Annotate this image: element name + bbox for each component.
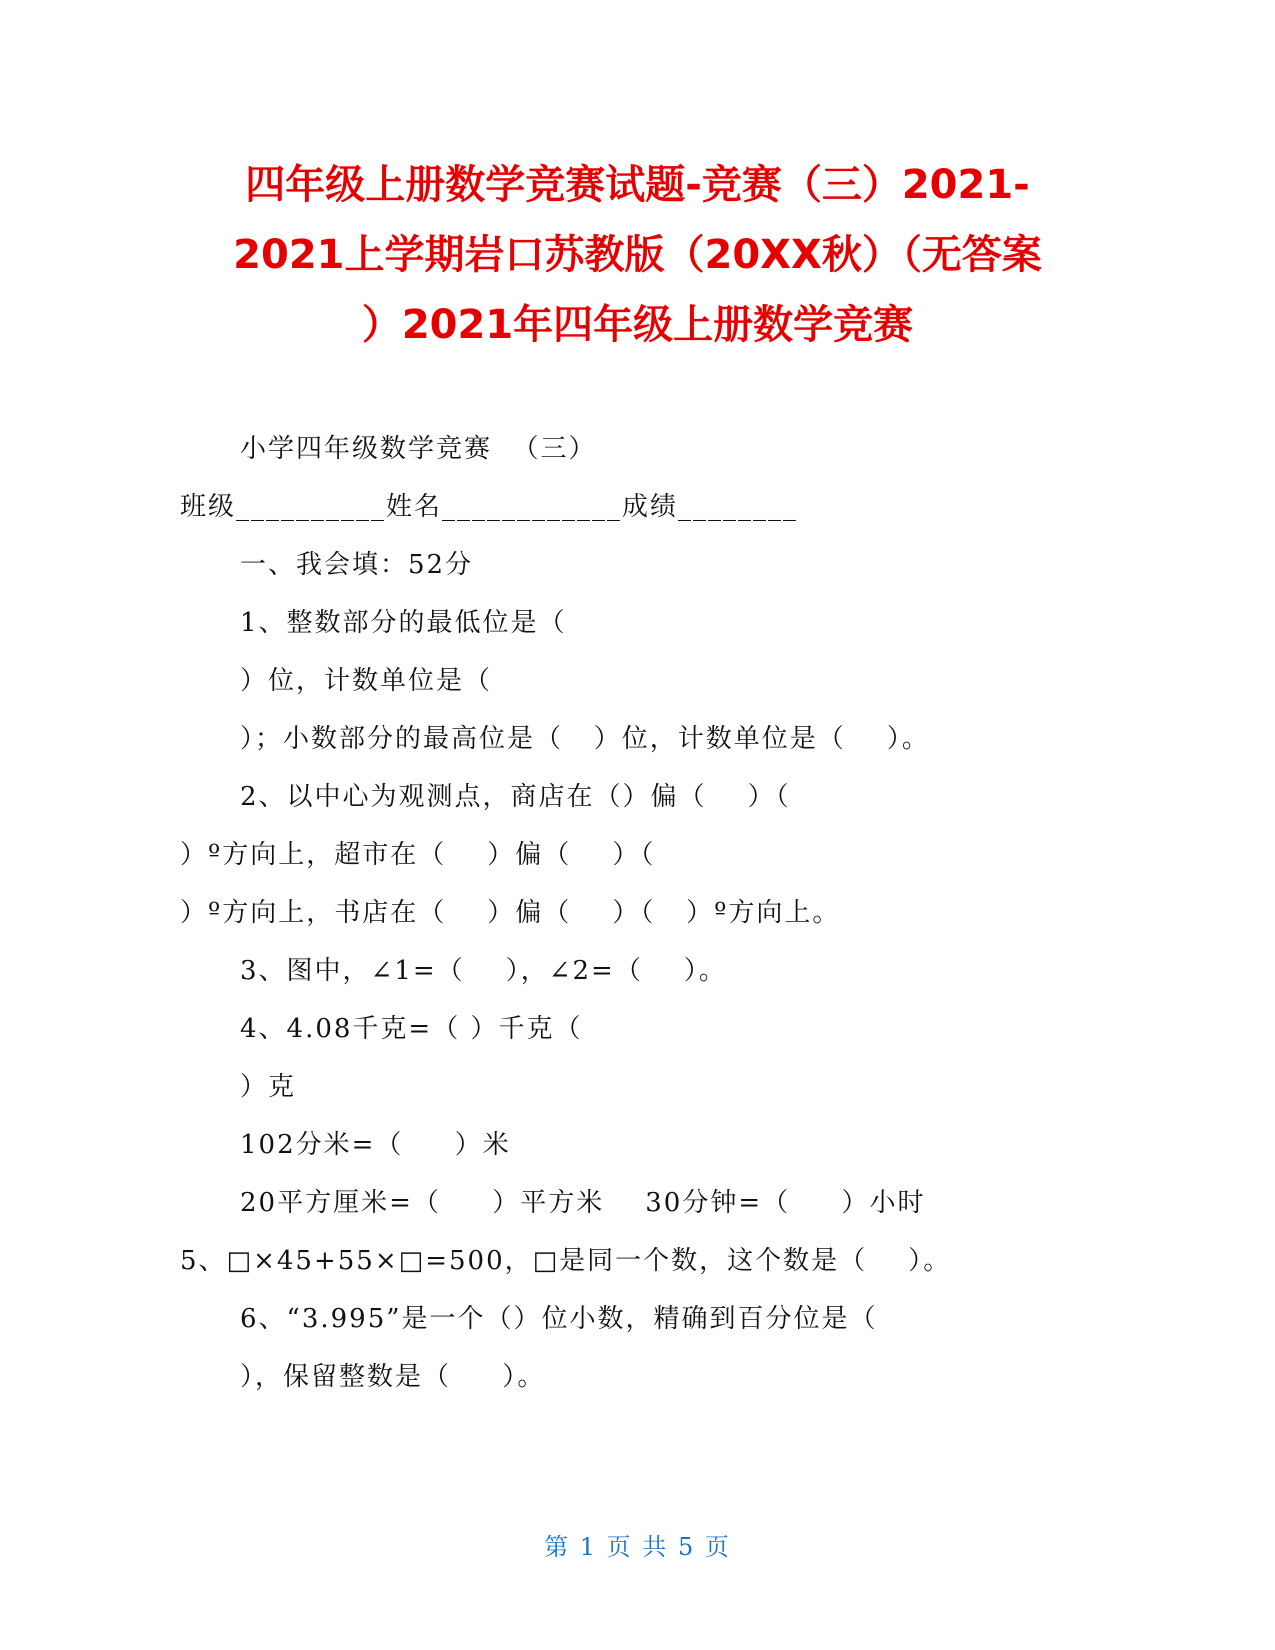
student-info-line: 班级__________姓名____________成绩________	[180, 492, 799, 522]
question-3: 3、图中，∠1=（ ），∠2=（ ）。	[240, 956, 727, 986]
page-footer: 第 1 页 共 5 页	[544, 1533, 731, 1561]
section-heading: 一、我会填：52分	[240, 550, 474, 580]
question-2-line-2: ）º方向上，超市在（ ）偏（ ）（	[180, 840, 656, 870]
question-4-line-2: ）克	[240, 1072, 297, 1102]
question-4-line-4: 20平方厘米=（ ）平方米 30分钟=（ ）小时	[240, 1188, 926, 1218]
document-title	[150, 150, 1125, 360]
question-4-line-3: 102分米=（ ）米	[240, 1130, 511, 1160]
question-4-line-1: 4、4.08千克=（ ）千克（	[240, 1014, 583, 1044]
title-line-2: 2021上学期岩口苏教版（20XX秋）（无答案	[233, 232, 1042, 278]
question-6-line-1: 6、“3.995”是一个（）位小数，精确到百分位是（	[240, 1304, 878, 1334]
question-2-line-3: ）º方向上，书店在（ ）偏（ ）（ ）º方向上。	[180, 898, 841, 928]
question-2-line-1: 2、以中心为观测点，商店在（）偏（ ）（	[240, 782, 791, 812]
title-line-3: ）2021年四年级上册数学竞赛	[361, 302, 914, 348]
question-1-line-1: 1、整数部分的最低位是（	[240, 608, 567, 638]
question-5: 5、□×45+55×□=500，□是同一个数，这个数是（ ）。	[180, 1246, 952, 1276]
question-6-line-2: ），保留整数是（ ）。	[240, 1362, 546, 1392]
exam-subtitle: 小学四年级数学竞赛 （三）	[240, 434, 597, 464]
title-line-1: 四年级上册数学竞赛试题-竞赛（三）2021-	[245, 162, 1030, 208]
question-1-line-3: ）；小数部分的最高位是（ ）位，计数单位是（ ）。	[240, 724, 930, 754]
question-1-line-2: ）位，计数单位是（	[240, 666, 493, 696]
